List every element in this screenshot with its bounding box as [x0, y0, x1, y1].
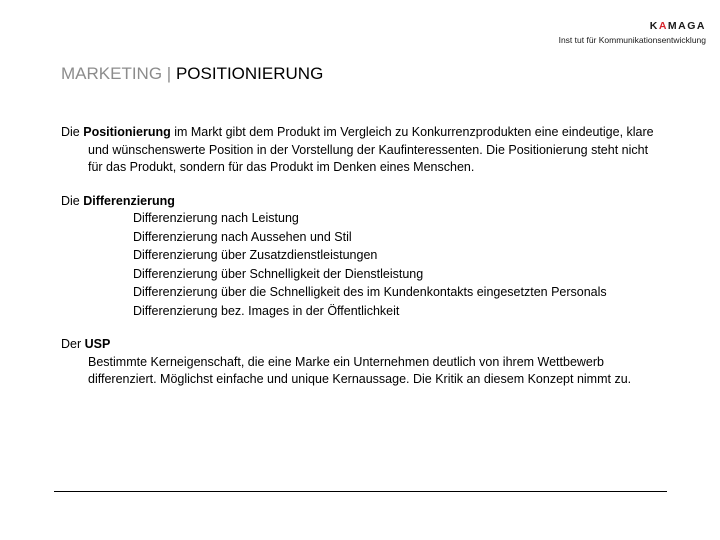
logo-name — [559, 20, 706, 32]
differenzierung-term: Differenzierung — [83, 193, 175, 208]
list-item: Differenzierung nach Aussehen und Stil — [133, 229, 352, 244]
positionierung-term: Positionierung — [83, 125, 171, 139]
positionierung-lead: Die — [61, 125, 84, 139]
usp-text: Bestimmte Kerneigenschaft, die eine Marke ein Unternehmen deutlich von ihrem Wettbewerb differenziert. Möglichst einfache und unique Kernaussage. Die Kritik an diesem Konzept nimmt zu. — [88, 354, 632, 386]
list-item: Differenzierung über Schnelligkeit der Dienstleistung — [133, 266, 424, 281]
positionierung-paragraph — [61, 124, 661, 177]
title-topic: POSITIONIERUNG — [175, 64, 324, 83]
title-separator: | — [166, 64, 172, 83]
usp-term: USP — [84, 337, 111, 351]
title-category: MARKETING — [61, 64, 163, 83]
footer-divider — [54, 491, 667, 492]
positionierung-text: im Markt gibt dem Produkt im Vergleich zu Konkurrenzprodukten eine eindeutige, klare und wünschenswerte Position in der Vorstellung der Kaufinteressenten. Die Positionierung steht nicht für das Produkt, sondern für das Produkt im Denken eines Menschen. — [88, 125, 654, 174]
logo-name-pre: K — [649, 20, 659, 32]
logo-name-post: MAGA — [667, 20, 706, 32]
logo-subtitle: Inst tut für Kommunikationsentwicklung — [558, 35, 706, 45]
kamaga-logo — [559, 20, 706, 45]
differenzierung-section — [61, 193, 661, 321]
list-item: Differenzierung über Zusatzdienstleistungen — [133, 248, 378, 262]
list-item: Differenzierung über die Schnelligkeit des im Kundenkontakts eingesetzten Personals — [133, 285, 607, 299]
differenzierung-list — [61, 210, 661, 320]
usp-section — [61, 336, 661, 389]
usp-heading — [61, 336, 661, 354]
slide-content — [61, 124, 661, 389]
differenzierung-lead: Die — [61, 193, 84, 208]
usp-lead: Der — [61, 337, 85, 351]
differenzierung-heading — [61, 193, 661, 211]
logo-name-accent: A — [658, 20, 668, 32]
list-item: Differenzierung bez. Images in der Öffentlichkeit — [133, 303, 400, 318]
page-title — [61, 64, 323, 84]
list-item: Differenzierung nach Leistung — [133, 211, 299, 225]
